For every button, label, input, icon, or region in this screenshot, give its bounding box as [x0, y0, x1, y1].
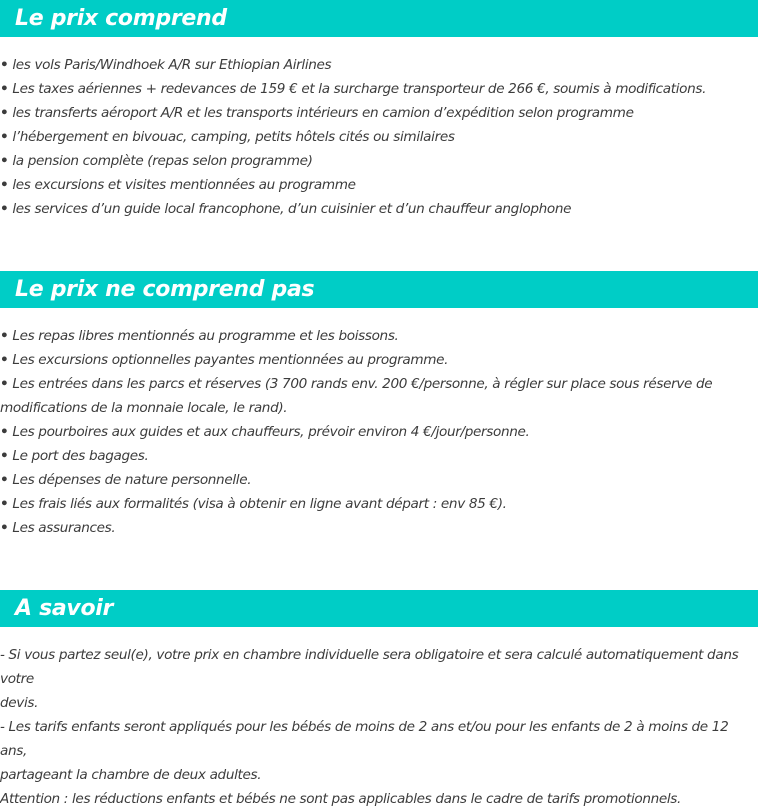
bullet-icon: • — [0, 57, 9, 73]
bullet-icon: • — [0, 177, 9, 193]
list-item: • la pension complète (repas selon programme) — [0, 153, 313, 169]
list-item: • Les taxes aériennes + redevances de 159 € et la surcharge transporteur de 266 €, soumis à modifications. — [0, 81, 707, 97]
list-item: • Les dépenses de nature personnelle. — [0, 472, 252, 488]
bullet-icon: • — [0, 129, 9, 145]
good-to-know-list — [0, 643, 758, 811]
bullet-icon: • — [0, 81, 9, 97]
bullet-icon: • — [0, 352, 9, 368]
bullet-icon: • — [0, 496, 9, 512]
list-item-continuation: modifications de la monnaie locale, le rand). — [0, 400, 288, 416]
list-item: • l’hébergement en bivouac, camping, petits hôtels cités ou similaires — [0, 129, 455, 145]
bullet-icon: • — [0, 520, 9, 536]
list-item: • les vols Paris/Windhoek A/R sur Ethiopian Airlines — [0, 57, 332, 73]
list-item: Attention : les réductions enfants et bébés ne sont pas applicables dans le cadre de tarifs promotionnels. — [0, 791, 682, 807]
list-item: • Les repas libres mentionnés au programme et les boissons. — [0, 328, 399, 344]
list-item-continuation: partageant la chambre de deux adultes. — [0, 767, 262, 783]
list-item: • les transferts aéroport A/R et les transports intérieurs en camion d’expédition selon programme — [0, 105, 634, 121]
bullet-icon: • — [0, 105, 9, 121]
bullet-icon: • — [0, 201, 9, 217]
list-item: • Les pourboires aux guides et aux chauffeurs, prévoir environ 4 €/jour/personne. — [0, 424, 530, 440]
bullet-icon: • — [0, 376, 9, 392]
bullet-icon: • — [0, 328, 9, 344]
list-item: • Le port des bagages. — [0, 448, 149, 464]
bullet-icon: • — [0, 153, 9, 169]
list-item: • Les frais liés aux formalités (visa à obtenir en ligne avant départ : env 85 €). — [0, 496, 507, 512]
list-item: • Les assurances. — [0, 520, 116, 536]
list-item: • Les excursions optionnelles payantes mentionnées au programme. — [0, 352, 449, 368]
bullet-icon: • — [0, 424, 9, 440]
section-title-included: Le prix comprend — [0, 0, 758, 37]
list-item: • les excursions et visites mentionnées au programme — [0, 177, 356, 193]
included-list — [0, 53, 758, 221]
not-included-list — [0, 324, 758, 540]
list-item: - Les tarifs enfants seront appliqués pour les bébés de moins de 2 ans et/ou pour les enfants de 2 à moins de 12 ans, — [0, 719, 729, 759]
list-item: • les services d’un guide local francophone, d’un cuisinier et d’un chauffeur anglophone — [0, 201, 572, 217]
section-title-not-included: Le prix ne comprend pas — [0, 271, 758, 308]
bullet-icon: • — [0, 472, 9, 488]
section-title-good-to-know: A savoir — [0, 590, 758, 627]
list-item: - Si vous partez seul(e), votre prix en chambre individuelle sera obligatoire et sera calculé automatiquement dans votre — [0, 647, 739, 687]
list-item-continuation: devis. — [0, 695, 39, 711]
bullet-icon: • — [0, 448, 9, 464]
list-item: • Les entrées dans les parcs et réserves (3 700 rands env. 200 €/personne, à régler sur place sous réserve de — [0, 376, 713, 392]
